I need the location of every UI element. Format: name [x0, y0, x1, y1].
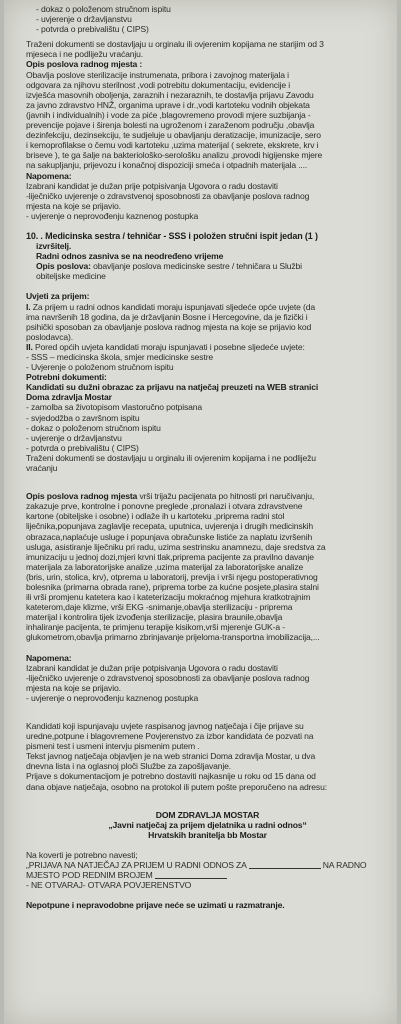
doc1-opis-line: na sakupljanju, prijevozu i konačnoj dispoziciji smeća i otpadnih materijala ....	[26, 160, 308, 171]
doc1-opis-heading: Opis poslova radnog mjesta :	[26, 59, 143, 70]
uvjeti-II-text: Pored općih uvjeta kandidati moraju ispunjavati i posebne sljedeće uvjete:	[32, 341, 305, 352]
doc1-opis-line: Obavlja poslove sterilizacije instrumenata, pribora i zavojnog materijala i	[26, 69, 289, 80]
doc1-napomena-line: -liječničko uvjerenje o zdravstvenoj sposobnosti za obavljanje poslova radnog	[26, 190, 310, 201]
uvjeti-I-line: ima navršenih 18 godina, da je državljanin Bosne i Hercegovine, da je fizički i	[26, 311, 308, 322]
opis-poslova-line	[26, 261, 389, 271]
job-notice-text	[4, 0, 397, 910]
doc2-opis-label: Opis poslova radnog mjesta	[26, 491, 138, 502]
closing-para-line: dana objave natječaja, osobno na protokol ili putem pošte preporučeno na adresu:	[26, 781, 327, 792]
doc1-opis-line: i kemoprofilakse o čemu vodi kartoteku ,uzima materijal ( sekrete, ekskrete, krv i	[26, 140, 319, 151]
doc2-list-item: - svjedodžba o završnom ispitu	[26, 412, 140, 423]
doc2-opis-text: vrši trijažu pacijenata po hitnosti pri naručivanju,	[137, 491, 315, 502]
position-10-title: 10. . Medicinska sestra / tehničar - SSS i položen stručni ispit jedan (1 )	[26, 230, 318, 241]
doc1-opis-line: dezinfekciju, dezinsekciju, te sudjeluje u obavljanju deratizacije, imunizacije, sero	[26, 130, 321, 141]
kandidati-line: Doma zdravlja Mostar	[26, 392, 112, 403]
potrebni-heading: Potrebni dokumenti:	[26, 372, 107, 383]
doc2-opis-line: (bris, urin, stolica, krv), otprema u laboratorij, previja i vrši njegu postoperativnog	[26, 571, 318, 582]
uvjeti-I-label: I.	[26, 301, 31, 312]
envelope-line	[26, 870, 389, 880]
doc2-opis-line: zakazuje prve, kontrolne i ponovne preglede ,pronalazi i otvara zdravstvene	[26, 501, 303, 512]
doc2-opis-line: kateterom,daje klizme, vrši EKG -snimanje,obavlja sterilizaciju - priprema	[26, 602, 293, 613]
doc2-opis-line: usluga, asistiranje liječniku pri radu, uzima sestrinsku anamnezu, daje sredstva za	[26, 541, 326, 552]
doc1-opis-line: (javnih i individualnih) i vode za piće ,blagovremeno provodi mjere suzbijanja -	[26, 109, 311, 120]
envelope-line: - NE OTVARAJ- OTVARA POVJERENSTVO	[26, 880, 192, 891]
newspaper-page	[4, 0, 397, 1024]
doc1-note-line: Traženi dokumenti se dostavljaju u orginalu ili ovjerenim kopijama ne starijim od 3	[26, 39, 324, 50]
doc1-opis-line: odgovara za njihovu sterilnost ,vodi potrebitu dokumentaciju, evidencije i	[26, 79, 291, 90]
doc2-opis-line: imunizaciju u jednoj dozi,mjeri krvni tlak,priprema pacijente za pravilno davanje	[26, 551, 314, 562]
doc2-napomena-line: - uvjerenje o neprovođenju kaznenog postupka	[26, 692, 199, 703]
address-subject: „Javni natječaj za prijem djelatnika u radni odnos“	[108, 819, 307, 830]
doc1-napomena-line: mjesta na koje se prijavio.	[26, 200, 121, 211]
doc1-list-item: - dokaz o položenom stručnom ispitu	[36, 4, 171, 14]
doc1-opis-line: izvješća masovnih oboljenja, zaraznih i nezaraznih, te dostavlja prijavu Zavodu	[26, 89, 314, 100]
doc1-opis-line: briseve ), te ga šalje na bakteriološko-serološku analizu ,provodi higijenske mjere	[26, 150, 323, 161]
uvjeti-I-text: Za prijem u radni odnos kandidati moraju ispunjavati sljedeće opće uvjete (da	[30, 301, 315, 312]
doc2-opis-line: obrazaca,naplaćuje usluge i popunjava obračunske listiće za naplatu izvršenih	[26, 531, 313, 542]
doc2-opis-line: inhaliranje pacijenta, te primjenu terapije kisikom,vrši mjerenje GUK-a -	[26, 622, 285, 633]
closing-para-line: Prijave s dokumentacijom je potrebno dostaviti najkasnije u roku od 15 dana od	[26, 771, 316, 782]
doc2-note-line: Traženi dokumenti se dostavljaju u orginalu ili ovjerenim kopijama i ne podliježu	[26, 452, 316, 463]
doc1-opis-line: prevencije pojave i širenja bolesti na ugroženom i zaraženom području ,obavlja	[26, 120, 315, 131]
koverti-line: Na koverti je potrebno navesti;	[26, 849, 138, 860]
doc2-napomena-heading: Napomena:	[26, 652, 72, 663]
doc1-list-item: - uvjerenje o državljanstvu	[36, 14, 132, 25]
doc1-napomena-line: Izabrani kandidat je dužan prije potpisivanja Ugovora o radu dostaviti	[26, 180, 278, 191]
doc2-list-item: - dokaz o položenom stručnom ispitu	[26, 422, 161, 433]
address-street: Hrvatskih branitelja bb Mostar	[148, 829, 267, 840]
closing-para-line: Tekst javnog natječaja objavljen je na web stranici Doma zdravlja Mostar, u dva	[26, 751, 316, 762]
doc2-list-item: - uvjerenje o državljanstvu	[26, 432, 122, 443]
opis-poslova-line: obiteljske medicine	[36, 271, 106, 282]
uvjeti-heading: Uvjeti za prijem:	[26, 291, 90, 302]
doc1-note-line: mjeseca i ne podliježu vraćanju.	[26, 49, 144, 60]
uvjeti-I-line	[26, 302, 389, 312]
envelope-blank	[155, 878, 227, 879]
doc1-list	[26, 4, 389, 34]
closing-para-line: pismeni test i usmeni intervju pismenim putem .	[26, 741, 200, 752]
doc1-napomena-heading: Napomena:	[26, 170, 72, 181]
doc2-opis-line: liječnika,popunjava zaglavlje recepata, uputnica, uvjerenja i drugih medicinskih	[26, 521, 314, 532]
doc2-opis-line: glukometrom,obavlja primarno zbrinjavanje prijeloma-transportna imobilizacija,...	[26, 632, 320, 643]
doc2-opis-line	[26, 491, 389, 501]
doc2-opis-line: bolesnika (primarna obrada rane), priprema torbe za kućne posjete,plasira stalni	[26, 581, 319, 592]
position-10-title-cont: izvršitelj.	[36, 241, 72, 252]
kandidati-line: Kandidati su dužni obrazac za prijavu na natječaj preuzeti na WEB stranici	[26, 382, 319, 393]
doc1-opis-line: za javno zdravstvo HNŽ, organima uprave i dr.,vodi kartoteku vodnih objekata	[26, 99, 310, 110]
doc2-list-item: - zamolba sa životopisom vlastoručno potpisana	[26, 402, 203, 413]
opis-poslova-label: Opis poslova:	[36, 261, 91, 272]
uvjeti-I-line: poslodavca).	[26, 331, 73, 342]
radni-odnos-line: Radni odnos zasniva se na neodređeno vrijeme	[36, 251, 224, 262]
closing-para-line: Kandidati koji ispunjavaju uvjete raspisanog javnog natječaja i čije prijave su	[26, 721, 304, 731]
envelope-text: NA RADNO	[322, 860, 367, 871]
envelope-line	[26, 860, 389, 870]
doc1-list-item: - potvrda o prebivalištu ( CIPS)	[36, 24, 149, 35]
envelope-text: „PRIJAVA NA NATJEČAJ ZA PRIJEM U RADNI ODNOS ZA	[26, 860, 247, 871]
opis-poslova-text: obavljanje poslova medicinske sestre / tehničara u Službi	[90, 261, 302, 272]
doc2-opis-line: ili vrši promjenu katetera kao i kateterizaciju mokraćnog mjehura kratkotrajnim	[26, 592, 311, 603]
uvjeti-II-item: - SSS – medicinska škola, smjer medicinske sestre	[26, 352, 214, 362]
uvjeti-II-item: - Uvjerenje o položenom stručnom ispitu	[26, 362, 174, 373]
doc2-list-item: - potvrda o prebivalištu ( CIPS)	[26, 442, 139, 453]
doc2-note-line: vraćanju	[26, 463, 58, 474]
uvjeti-II-line	[26, 342, 389, 352]
final-warning: Nepotpune i nepravodobne prijave neće se uzimati u razmatranje.	[26, 900, 285, 911]
doc2-napomena-line: mjesta na koje se prijavio.	[26, 682, 121, 693]
uvjeti-I-line: psihički sposoban za obavljanje poslova radnog mjesta na koje se prijavio kod	[26, 321, 312, 332]
closing-para-line: uredne,potpune i blagovremene Povjerenstvo za izbor kandidata će pozvati na	[26, 731, 314, 742]
doc2-opis-line: materijala za laboratorijske analize ,uzima materijal za laboratorijske analize	[26, 561, 304, 572]
doc2-opis-line: materijal i kontrolira tijek izvođenja sterilizacije, plasira braunile,obavlja	[26, 612, 283, 623]
closing-para-line: dnevna lista i na oglasnoj ploči Službe za zapošljavanje.	[26, 761, 231, 772]
doc2-napomena-line: Izabrani kandidat je dužan prije potpisivanja Ugovora o radu dostaviti	[26, 662, 278, 673]
envelope-text: MJESTO POD REDNIM BROJEM	[26, 870, 153, 881]
doc1-napomena-line: - uvjerenje o neprovođenju kaznenog postupka	[26, 210, 199, 221]
envelope-blank	[249, 868, 321, 869]
uvjeti-II-label: II.	[26, 341, 33, 352]
address-name: DOM ZDRAVLJA MOSTAR	[155, 809, 260, 820]
doc2-napomena-line: -liječničko uvjerenje o zdravstvenoj sposobnosti za obavljanje poslova radnog	[26, 672, 310, 683]
doc2-opis-line: kartone (obiteljske i osobne) i odlaže ih u kartoteku ,priprema radni stol	[26, 511, 285, 522]
